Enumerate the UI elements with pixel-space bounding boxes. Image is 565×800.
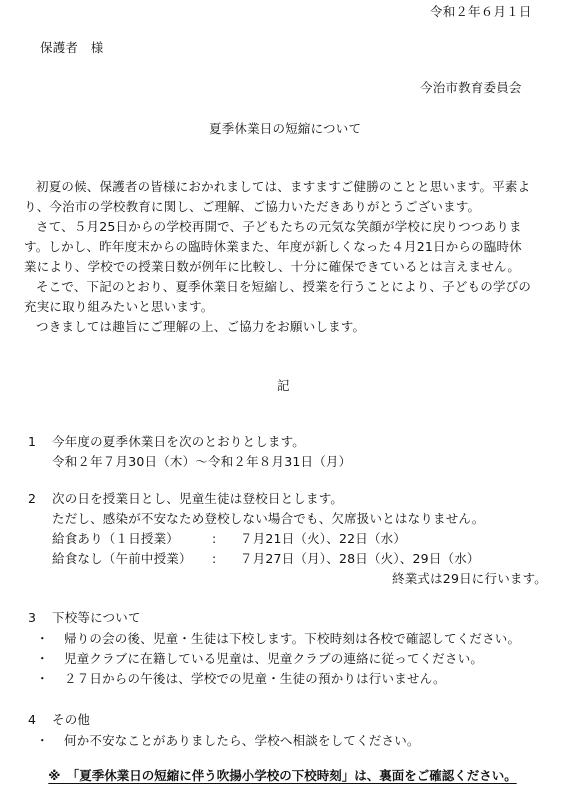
body-line: 初夏の候、保護者の皆様におかれましては、ますますご健勝のことと思います。平素よ	[36, 179, 531, 194]
schedule-colon: :	[212, 531, 217, 546]
closing-ceremony-note: 終業式は29日に行います。	[392, 571, 548, 586]
bullet-mark: ・	[36, 671, 49, 686]
body-line: さて、５月25日からの学校再開で、子どもたちの元気な笑顔が学校に戻りつつありま	[36, 219, 522, 234]
body-line: り、今治市の学校教育に関し、ご理解、ご協力いただきありがとうございます。	[24, 199, 481, 214]
body-line: つきましては趣旨にご理解の上、ご協力をお願いします。	[36, 319, 366, 334]
section1-number: 1	[28, 434, 37, 449]
body-line: す。しかし、昨年度末からの臨時休業また、年度が新しくなった４月21日からの臨時休	[24, 239, 522, 254]
section3-bullet: 児童クラブに在籍している児童は、児童クラブの連絡に従ってください。	[64, 651, 484, 666]
body-line: そこで、下記のとおり、夏季休業日を短縮し、授業を行うことにより、子どもの学びの	[36, 279, 532, 294]
schedule-label: 給食あり（１日授業）	[52, 531, 180, 546]
body-line: 充実に取り組みたいと思います。	[24, 299, 214, 314]
section2-heading: 次の日を授業日とし、児童生徒は登校日とします。	[52, 491, 344, 506]
section2-number: 2	[28, 491, 37, 506]
schedule-dates: ７月21日（火）、22日（水）	[240, 531, 407, 546]
section3-number: 3	[28, 610, 37, 625]
ki-heading: 記	[277, 378, 290, 393]
document-title: 夏季休業日の短縮について	[209, 121, 362, 136]
section1-detail: 令和２年７月30日（木）～令和２年８月31日（月）	[52, 454, 352, 469]
sender: 今治市教育委員会	[420, 80, 522, 95]
body-line: 業により、学校での授業日数が例年に比較し、十分に確保できているとは言えません。	[24, 259, 521, 274]
schedule-dates: ７月27日（月）、28日（火）、29日（水）	[240, 551, 480, 566]
section4-heading: その他	[52, 712, 91, 727]
schedule-label: 給食なし（午前中授業）	[52, 551, 192, 566]
bullet-mark: ・	[36, 651, 49, 666]
section2-note: ただし、感染が不安なため登校しない場合でも、欠席扱いとはなりません。	[52, 511, 485, 526]
bullet-mark: ・	[36, 631, 49, 646]
section3-heading: 下校等について	[52, 610, 141, 625]
section4-bullet: 何か不安なことがありましたら、学校へ相談をしてください。	[64, 733, 420, 748]
letter-date: 令和２年６月１日	[430, 4, 532, 19]
section3-bullet: ２７日からの午後は、学校での児童・生徒の預かりは行いません。	[64, 671, 446, 686]
section4-number: 4	[28, 712, 37, 727]
footer-note: ※ 「夏季休業日の短縮に伴う吹揚小学校の下校時刻」は、裏面をご確認ください。	[48, 768, 517, 783]
section1-heading: 今年度の夏季休業日を次のとおりとします。	[52, 434, 306, 449]
recipient: 保護者 様	[40, 40, 104, 55]
schedule-colon: :	[212, 551, 217, 566]
section3-bullet: 帰りの会の後、児童・生徒は下校します。下校時刻は各校で確認してください。	[64, 631, 521, 646]
bullet-mark: ・	[36, 733, 49, 748]
